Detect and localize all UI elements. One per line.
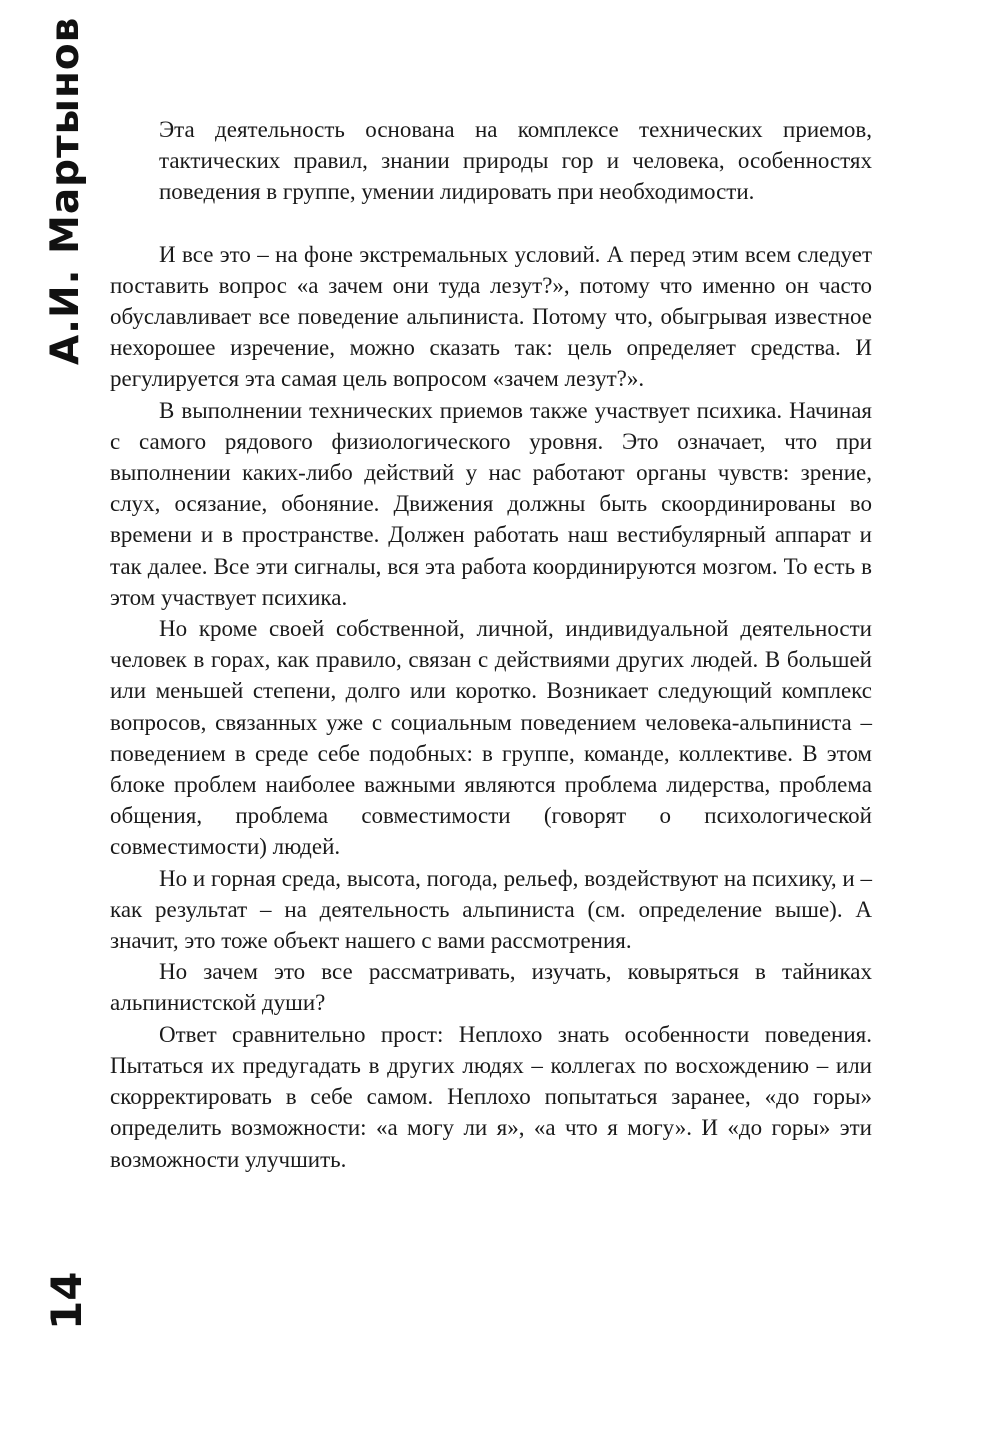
paragraph: Ответ сравнительно прост: Неплохо знать особенности поведения. Пытаться их предугадать в других людях – коллегах по восхождению – или скорректировать в себе самом. Неплохо попытаться заранее, «до горы» определить возможности: «а могу ли я», «а что я могу». И «до горы» эти возможности улучшить. <box>110 1021 872 1172</box>
side-margin <box>20 0 91 1443</box>
page-number: 14 <box>42 1271 91 1330</box>
paragraph: Но кроме своей собственной, личной, индивидуальной деятельности человек в горах, как правило, связан с действиями других людей. В большей или меньшей степени, долго или коротко. Возникает следующий комплекс вопросов, связанных уже с социальным поведением человека-альпиниста – поведением в среде себе подобных: в группе, команде, коллективе. В этом блоке проблем наиболее важными являются проблема лидерства, проблема общения, проблема совместимости (говорят о психологической совместимости) людей. <box>110 616 872 860</box>
paragraph: Но и горная среда, высота, погода, рельеф, воздействуют на психику, и – как результат – на деятельность альпиниста (см. определение выше). А значит, это тоже объект нашего с вами рассмотрения. <box>110 865 872 954</box>
running-head: А.И. Мартынов <box>43 16 88 365</box>
paragraph: И все это – на фоне экстремальных условий. А перед этим всем следует поставить вопрос «а зачем они туда лезут?», потому что именно он часто обуславливает все поведение альпиниста. Потому что, обыгрывая известное нехорошее изречение, можно сказать так: цель определяет средства. И регулируется эта самая цель вопросом «зачем лезут?». <box>110 241 872 392</box>
page-body <box>110 114 872 1175</box>
paragraph: В выполнении технических приемов также участвует психика. Начиная с самого рядового физиологического уровня. Это означает, что при выполнении каких-либо действий у нас работают органы чувств: зрение, слух, осязание, обоняние. Движения должны быть скоординированы во времени и в пространстве. Должен работать наш вестибулярный аппарат и так далее. Все эти сигналы, вся эта работа координируются мозгом. То есть в этом участвует психика. <box>110 397 872 610</box>
paragraph: Но зачем это все рассматривать, изучать, ковыряться в тайниках альпинистской души? <box>110 959 872 1016</box>
paragraph: Эта деятельность основана на комплексе технических приемов, тактических правил, знании природы гор и человека, особенностях поведения в группе, умении лидировать при необходимости. <box>159 117 872 205</box>
